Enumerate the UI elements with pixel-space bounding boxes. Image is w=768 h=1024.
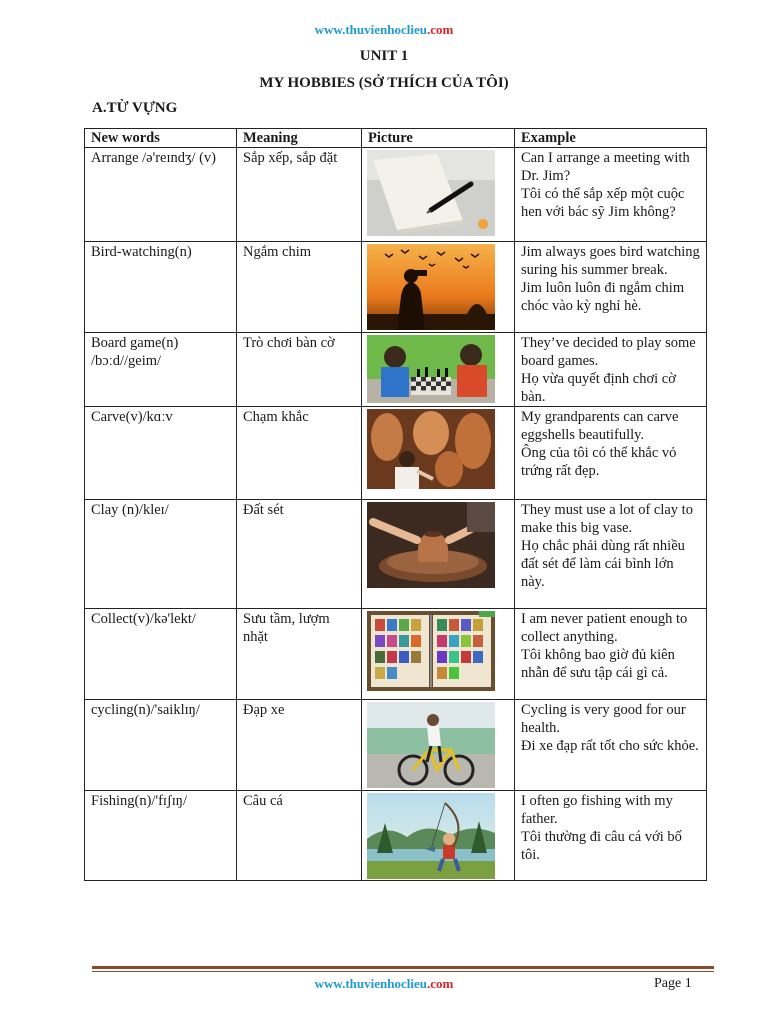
vocabulary-table [84, 128, 707, 881]
word-cell: Arrange /ə'reɪndʒ/ (v) [85, 148, 237, 242]
header-website-link[interactable] [0, 22, 768, 38]
meaning-cell: Đất sét [237, 500, 362, 609]
header-site-main: www.thuvienhoclieu [314, 22, 427, 37]
table-row [85, 148, 707, 242]
wood-carving-icon [367, 409, 495, 489]
meaning-cell: Chạm khắc [237, 407, 362, 500]
table-row [85, 333, 707, 407]
table-row [85, 700, 707, 791]
table-row [85, 791, 707, 881]
table-row [85, 500, 707, 609]
notebook-pen-icon [367, 150, 495, 236]
meaning-cell: Trò chơi bàn cờ [237, 333, 362, 407]
example-cell: They must use a lot of clay to make this big vase. Họ chắc phải dùng rất nhiều đất sét để làm cái bình lớn này. [515, 500, 707, 609]
chess-icon [367, 335, 495, 403]
word-cell: Collect(v)/kə'lekt/ [85, 609, 237, 700]
fishing-icon [367, 793, 495, 879]
picture-cell [362, 500, 515, 609]
example-cell: They’ve decided to play some board games. Họ vừa quyết định chơi cờ bàn. [515, 333, 707, 407]
header-picture: Picture [362, 129, 515, 148]
pottery-icon [367, 502, 495, 588]
stamp-album-icon [367, 611, 495, 691]
header-new-words: New words [85, 129, 237, 148]
unit-title: UNIT 1 [359, 48, 409, 64]
table-row [85, 609, 707, 700]
example-cell: I often go fishing with my father. Tôi thường đi câu cá với bố tôi. [515, 791, 707, 881]
picture-cell [362, 791, 515, 881]
unit-subtitle: MY HOBBIES (SỞ THÍCH CỦA TÔI) [259, 75, 509, 91]
word-cell: Carve(v)/kɑːv [85, 407, 237, 500]
word-cell: cycling(n)/'saiklɪŋ/ [85, 700, 237, 791]
header-meaning: Meaning [237, 129, 362, 148]
footer-site-suffix: .com [426, 976, 454, 991]
meaning-cell: Sắp xếp, sắp đặt [237, 148, 362, 242]
picture-cell [362, 333, 515, 407]
bird-watching-icon [367, 244, 495, 330]
picture-cell [362, 407, 515, 500]
meaning-cell: Đạp xe [237, 700, 362, 791]
section-title: A.TỪ VỰNG [92, 100, 178, 116]
meaning-cell: Câu cá [237, 791, 362, 881]
footer-divider [92, 966, 714, 969]
word-cell: Bird-watching(n) [85, 242, 237, 333]
word-cell: Clay (n)/kleɪ/ [85, 500, 237, 609]
footer-website-link[interactable] [0, 976, 768, 992]
example-cell: Jim always goes bird watching suring his summer break. Jim luôn luôn đi ngắm chim chóc vào kỳ nghỉ hè. [515, 242, 707, 333]
word-cell: Fishing(n)/'fɪʃɪŋ/ [85, 791, 237, 881]
picture-cell [362, 148, 515, 242]
table-row [85, 407, 707, 500]
page-number: Page 1 [654, 976, 692, 991]
example-cell: I am never patient enough to collect anything. Tôi không bao giờ đủ kiên nhẫn để sưu tập cái gì cả. [515, 609, 707, 700]
example-cell: Cycling is very good for our health. Đi xe đạp rất tốt cho sức khỏe. [515, 700, 707, 791]
header-example: Example [515, 129, 707, 148]
picture-cell [362, 700, 515, 791]
meaning-cell: Ngắm chim [237, 242, 362, 333]
footer-site-main: www.thuvienhoclieu [314, 976, 427, 991]
table-row [85, 242, 707, 333]
example-cell: My grandparents can carve eggshells beautifully. Ông của tôi có thể khắc vỏ trứng rất đẹp. [515, 407, 707, 500]
meaning-cell: Sưu tầm, lượm nhặt [237, 609, 362, 700]
example-cell: Can I arrange a meeting with Dr. Jim? Tôi có thể sắp xếp một cuộc hen với bác sỹ Jim không? [515, 148, 707, 242]
picture-cell [362, 609, 515, 700]
table-header-row [85, 129, 707, 148]
picture-cell [362, 242, 515, 333]
footer-divider-thin [92, 971, 714, 972]
word-cell: Board game(n) /bɔːd//geim/ [85, 333, 237, 407]
header-site-suffix: .com [426, 22, 454, 37]
bicycle-icon [367, 702, 495, 788]
